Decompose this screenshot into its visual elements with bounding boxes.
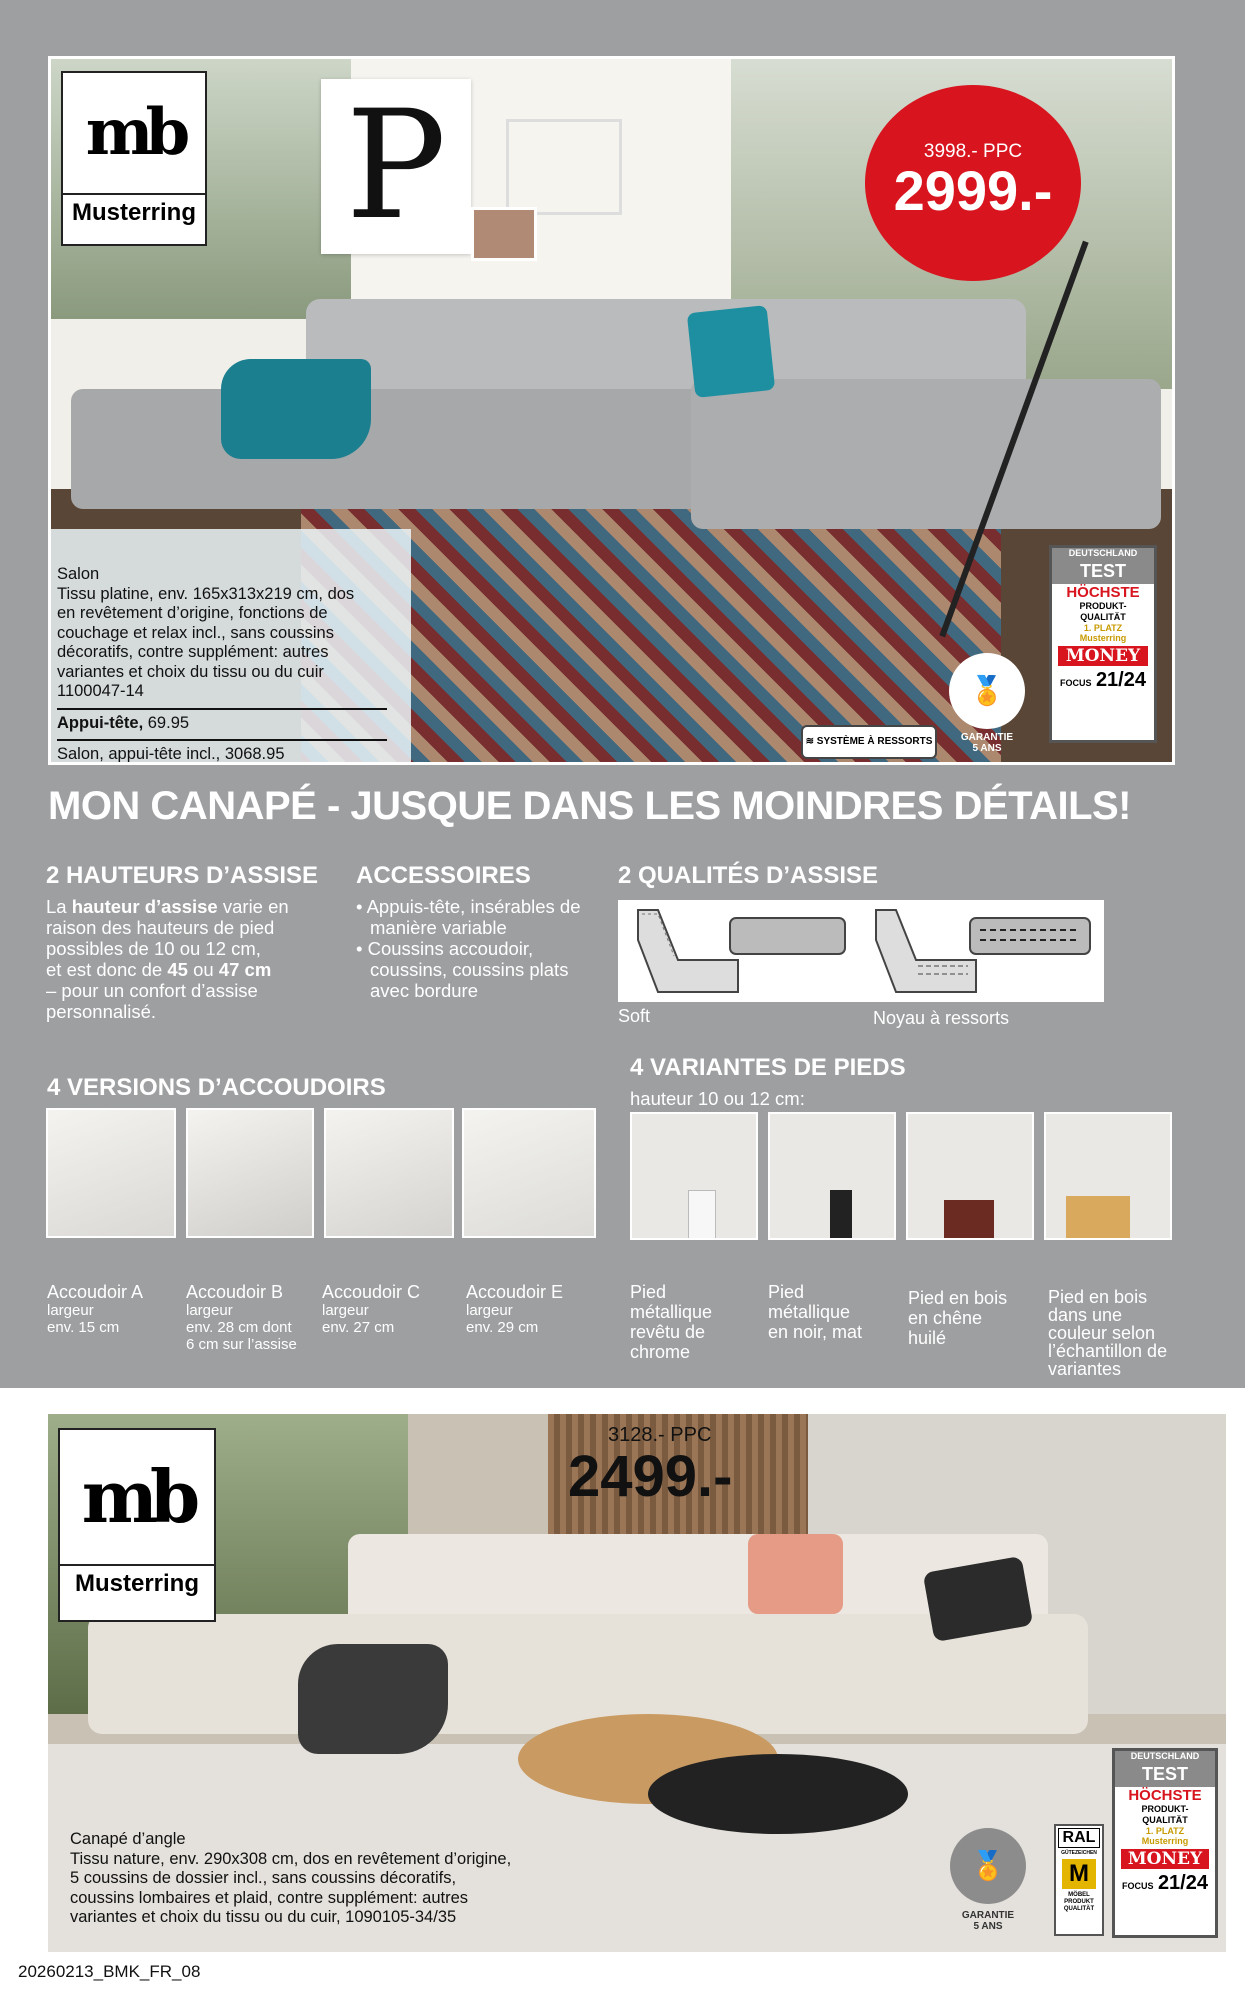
test-badge: DEUTSCHLAND TEST HÖCHSTE PRODUKT- QUALITÄT 1. PLATZ Musterring MONEY FOCUS 21/24 — [1112, 1748, 1218, 1938]
seat-heights-section — [46, 862, 346, 1022]
hero-photo-corner-sofa — [48, 56, 1175, 765]
armrests-title: 4 VERSIONS D’ACCOUDOIRS — [47, 1074, 386, 1101]
armrest-thumb-a — [46, 1108, 176, 1238]
sofa-seat — [71, 389, 771, 509]
accessories-list: • Appuis-tête, insérables de manière variable • Coussins accoudoir, coussins, coussins plats avec bordure — [356, 896, 581, 1001]
foot-color-caption: Pied en bois dans une couleur selon l’échantillon de variantes — [1048, 1287, 1168, 1379]
foot-chrome — [688, 1190, 716, 1240]
test-badge: DEUTSCHLAND TEST HÖCHSTE PRODUKT- QUALITÄT 1. PLATZ Musterring MONEY FOCUS 21/24 — [1049, 545, 1157, 743]
guarantee-seal — [950, 1828, 1026, 1904]
wall-shelf — [506, 119, 622, 215]
armrest-thumb-c — [324, 1108, 454, 1238]
headline: MON CANAPÉ - JUSQUE DANS LES MOINDRES DÉTAILS! — [48, 784, 1131, 828]
seat-cutaway-svg — [618, 900, 1104, 1002]
foot-chrome-caption: Pied métallique revêtu de chrome — [630, 1282, 713, 1362]
foot-oak — [944, 1200, 994, 1240]
medal-icon: 🏅 — [970, 1850, 1006, 1881]
price: 2499.- — [568, 1444, 733, 1509]
feet-title: 4 VARIANTES DE PIEDS — [630, 1054, 906, 1081]
coffee-table-black — [648, 1754, 908, 1834]
quality-spring-label: Noyau à ressorts — [873, 1008, 1010, 1028]
product-description: Canapé d’angle Tissu nature, env. 290x308 cm, dos en revêtement d’origine, 5 coussins de dossier incl., sans coussins décoratifs, coussins lombaires et plaid, contre supplément: autres variantes et choix du tissu ou du cuir, 1090105-34/35 — [70, 1830, 512, 1926]
musterring-logo — [61, 71, 207, 246]
desc-line-4: couchage et relax incl., sans coussins — [57, 623, 334, 642]
headrest-line: Appui-tête, 69.95 — [57, 713, 190, 732]
musterring-logo — [58, 1428, 216, 1622]
desc-line-1: Salon — [57, 565, 100, 583]
quality-soft-label: Soft — [618, 1006, 651, 1026]
seat-qualities-diagram — [618, 900, 1104, 1002]
desc-line-2: Tissu platine, env. 165x313x219 cm, dos — [57, 584, 355, 603]
foot-thumb-color — [1044, 1112, 1172, 1240]
ral-badge: RAL GÜTEZEICHEN M MÖBEL PRODUKT QUALITÄT — [1054, 1824, 1104, 1936]
wall-letter: P — [345, 79, 447, 253]
foot-oak-caption: Pied en bois en chêne huilé — [908, 1288, 1008, 1348]
desc-line-6: variantes et choix du tissu ou du cuir — [57, 662, 324, 681]
guarantee-text: GARANTIE 5 ANS — [961, 1910, 1015, 1932]
medal-icon: 🏅 — [969, 675, 1005, 706]
guarantee-text: GARANTIE 5 ANS — [960, 732, 1014, 754]
old-price: 3998.- PPC — [923, 141, 1023, 162]
desc-line-7: 1100047-14 — [57, 682, 144, 700]
feet-grid — [630, 1112, 1180, 1242]
armrest-e-caption: Accoudoir E largeur env. 29 cm — [466, 1282, 564, 1336]
brand-name: Musterring — [63, 193, 205, 227]
wall-picture — [471, 207, 537, 261]
armrest-thumb-b — [186, 1108, 314, 1238]
wall-letter-poster — [321, 79, 471, 254]
sofa-chaise — [691, 379, 1161, 529]
armrest-c-caption: Accoudoir C largeur env. 27 cm — [322, 1282, 421, 1336]
black-throw — [298, 1644, 448, 1754]
foot-thumb-oak — [906, 1112, 1034, 1240]
footer-code: 20260213_BMK_FR_08 — [18, 1962, 201, 1981]
feet-subtitle: hauteur 10 ou 12 cm: — [630, 1088, 805, 1109]
armrest-a-caption: Accoudoir A largeur env. 15 cm — [47, 1282, 144, 1336]
old-price: 3128.- PPC — [608, 1424, 712, 1446]
foot-black — [830, 1190, 852, 1240]
seat-qualities-section — [618, 862, 1118, 1028]
coral-cushion — [748, 1534, 843, 1614]
seat-heights-text: La hauteur d’assise varie en raison des hauteurs de pied possibles de 10 ou 12 cm, et est donc de 45 ou 47 cm – pour un confort d’assise personnalisé. — [46, 896, 289, 1022]
foot-thumb-black — [768, 1112, 896, 1240]
desc-line-5: décoratifs, contre supplément: autres — [57, 643, 329, 661]
guarantee-seal — [949, 653, 1025, 729]
spring-icon: ≋ — [805, 736, 817, 747]
product-description — [57, 565, 397, 763]
armrest-thumb-e — [462, 1108, 596, 1238]
armrests-grid — [46, 1108, 598, 1268]
foot-color — [1066, 1196, 1130, 1240]
spring-system-badge: ≋ SYSTÈME À RESSORTS — [801, 725, 937, 759]
divider — [57, 739, 387, 741]
brand-name: Musterring — [60, 1564, 214, 1598]
price: 2999.- — [893, 159, 1053, 222]
divider — [57, 708, 387, 710]
seat-qualities-title: 2 QUALITÉS D’ASSISE — [618, 862, 879, 889]
foot-black-caption: Pied métallique en noir, mat — [768, 1282, 863, 1342]
foot-thumb-chrome — [630, 1112, 758, 1240]
price-bubble — [865, 85, 1081, 281]
m-quality-mark: M — [1062, 1859, 1096, 1889]
monogram: mb — [85, 95, 183, 170]
accessories-section — [356, 862, 616, 1001]
teal-throw — [221, 359, 371, 459]
teal-cushion — [687, 305, 775, 398]
desc-line-3: en revêtement d’origine, fonctions de — [57, 604, 328, 622]
photo-corner-sofa-beige — [48, 1414, 1226, 1952]
armrest-b-caption: Accoudoir B largeur env. 28 cm dont 6 cm sur l’assise — [186, 1282, 297, 1353]
bundle-line: Salon, appui-tête incl., 3068.95 — [57, 745, 285, 763]
accessories-title: ACCESSOIRES — [356, 862, 531, 889]
seat-heights-title: 2 HAUTEURS D’ASSISE — [46, 862, 319, 889]
monogram: mb — [81, 1454, 193, 1539]
